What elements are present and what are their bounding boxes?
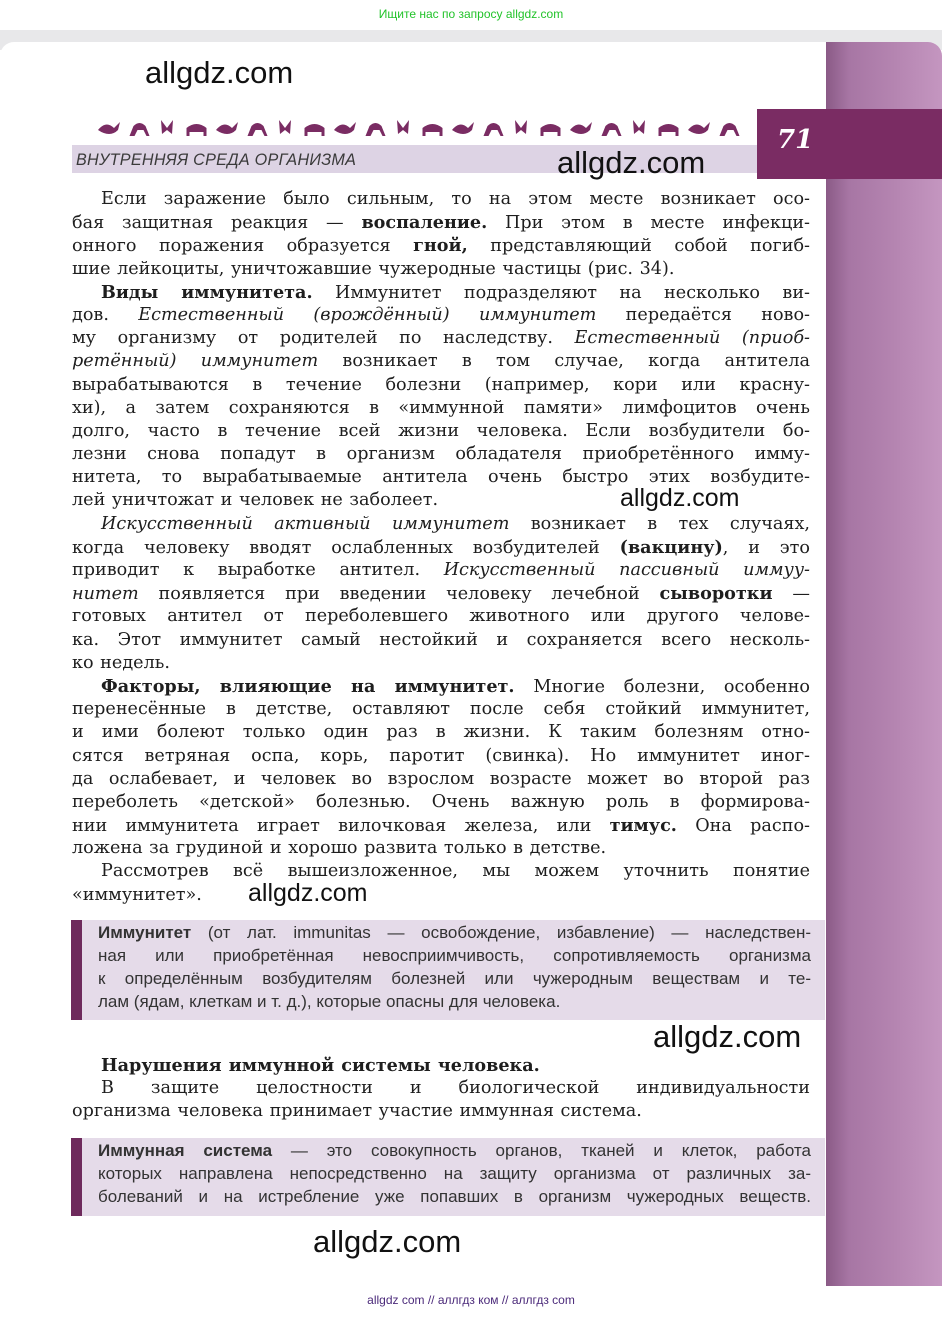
text-segment: организма человека принимает участие иммунная система.	[72, 1101, 642, 1122]
italic-term: нитет	[72, 584, 139, 605]
animal-icon	[720, 123, 740, 136]
watermark: allgdz.com	[653, 1019, 802, 1054]
animal-icon	[334, 122, 356, 134]
text-segment: которых направлена непосредственно на защиту организма от различных за-	[98, 1164, 811, 1183]
text-line	[72, 350, 810, 373]
definition-box-immune-system	[71, 1138, 825, 1216]
page-edge-strip	[826, 42, 942, 1286]
text-line	[72, 327, 810, 350]
text-segment: возникает в том случае, когда антитела	[318, 351, 810, 372]
italic-term: Естественный (врождённый) иммунитет	[138, 304, 597, 325]
textbook-page	[0, 42, 942, 1286]
italic-term: Естественный (приоб-	[574, 328, 810, 349]
animal-icon	[659, 124, 679, 136]
text-line	[72, 605, 810, 628]
text-segment: лам (ядам, клеткам и т. д.), которые опасны для человека.	[98, 992, 561, 1011]
text-segment: сятся ветряная оспа, корь, паротит (свинка). Но иммунитет иног-	[72, 745, 810, 766]
animal-icon	[515, 120, 527, 134]
text-line	[72, 791, 810, 814]
text-segment: переболеть «детской» болезнью. Очень важную роль в формирова-	[72, 791, 810, 812]
text-line	[72, 420, 810, 443]
body-text	[72, 188, 810, 907]
bold-term: Виды иммунитета.	[101, 281, 313, 303]
text-segment: Многие болезни, особенно	[514, 676, 811, 697]
text-line	[72, 884, 810, 907]
animal-icon	[130, 123, 150, 136]
bold-term: гной,	[413, 235, 468, 257]
animal-icon	[98, 122, 120, 134]
bold-term: тимус.	[609, 815, 677, 837]
watermark: allgdz.com	[620, 484, 740, 512]
text-line	[98, 1164, 811, 1187]
animal-icon	[688, 122, 710, 134]
animal-icon	[484, 123, 504, 136]
animal-silhouettes-icon	[92, 116, 742, 140]
italic-term: Искусственный пассивный иммуу-	[443, 560, 810, 580]
text-line	[72, 281, 810, 304]
animal-icon	[248, 123, 268, 136]
animal-icon	[161, 120, 173, 134]
text-segment: перенесённые в детстве, оставляют после себя стойкий иммунитет,	[72, 699, 810, 720]
animal-icon	[366, 123, 386, 136]
text-segment: ложена за грудиной и хорошо развита только в детстве.	[72, 838, 607, 859]
text-line	[72, 675, 810, 698]
text-line	[72, 698, 810, 721]
text-segment: (от лат. immunitas — освобождение, избавление) — наследствен-	[191, 923, 811, 942]
text-segment: нитета, то вырабатываемые антитела очень быстро этих возбудите-	[72, 467, 810, 488]
text-segment: долго, часто в течение всей жизни человека. Если возбудители бо-	[72, 420, 810, 441]
text-segment: шие лейкоциты, уничтожавшие чужеродные частицы (рис. 34).	[72, 258, 675, 279]
watermark: allgdz.com	[145, 55, 294, 90]
text-segment: передаётся ново-	[596, 304, 811, 325]
text-segment: В защите целостности и биологической индивидуальности	[101, 1078, 810, 1099]
text-line	[72, 374, 810, 397]
text-segment: лей уничтожат и человек не заболеет.	[72, 490, 439, 511]
text-segment: Если заражение было сильным, то на этом месте возникает осо-	[101, 189, 810, 209]
text-line	[72, 397, 810, 420]
animal-icon	[541, 124, 561, 136]
text-segment: когда человеку вводят ослабленных возбудителей	[72, 537, 620, 558]
section-title: ВНУТРЕННЯЯ СРЕДА ОРГАНИЗМА	[76, 150, 357, 169]
text-line	[72, 721, 810, 744]
animal-icon	[305, 124, 325, 136]
text-segment: ка. Этот иммунитет самый нестойкий и сохраняется всего несколь-	[72, 629, 810, 650]
section-heading: Нарушения иммунной системы человека.	[101, 1055, 540, 1076]
text-line	[72, 837, 810, 860]
text-line	[72, 582, 810, 605]
text-segment: приводит к выработке антител.	[72, 560, 444, 580]
page-number: 71	[777, 125, 814, 155]
text-line	[98, 946, 811, 969]
animal-icon	[279, 120, 291, 134]
bold-term: Иммунитет	[98, 923, 192, 942]
bold-term: воспаление.	[361, 212, 488, 234]
text-line	[72, 211, 810, 234]
text-segment: готовых антител от переболевшего животного или другого челове-	[72, 606, 810, 627]
text-segment: возникает в тех случаях,	[509, 513, 810, 534]
animal-icon	[452, 122, 474, 134]
text-segment: нии иммунитета играет вилочковая железа, или	[72, 816, 610, 837]
animal-icon	[397, 120, 409, 134]
italic-term: ретённый) иммунитет	[72, 351, 319, 372]
text-segment: хи), а затем сохраняются в «иммунной памяти» лимфоцитов очень	[72, 397, 810, 418]
italic-term: Искусственный активный иммунитет	[101, 513, 510, 534]
text-segment: , и это	[722, 537, 810, 558]
text-segment: Рассмотрев всё вышеизложенное, мы можем уточнить понятие	[101, 861, 810, 882]
text-line	[72, 536, 810, 559]
text-line	[72, 188, 810, 211]
text-line	[72, 814, 810, 837]
search-hint: Ищите нас по запросу allgdz.com	[378, 7, 564, 21]
watermark: allgdz.com	[557, 145, 706, 180]
text-segment: «иммунитет».	[72, 884, 202, 905]
bold-term: (вакцину)	[619, 536, 723, 558]
definition-box-immunity	[71, 920, 825, 1020]
text-segment: ко недель.	[72, 652, 170, 673]
text-line	[98, 1187, 811, 1210]
footer-links: allgdz com // аллгдз ком // аллгдз com	[367, 1293, 575, 1307]
watermark: allgdz.com	[248, 879, 368, 907]
text-line	[72, 1100, 810, 1123]
section-immune-disorders	[72, 1054, 810, 1124]
text-segment: представляющий собой погиб-	[467, 236, 810, 257]
text-line	[72, 629, 810, 652]
text-segment: лезни снова попадут в организм обладателя приобретённого имму-	[72, 444, 810, 465]
text-segment: бая защитная реакция —	[72, 213, 362, 234]
animal-icon	[633, 120, 645, 134]
animal-icon	[570, 122, 592, 134]
text-line	[98, 923, 811, 946]
text-line	[72, 513, 810, 536]
text-segment: к определённым возбудителям болезней или чужеродным веществам и те-	[98, 969, 811, 988]
text-line	[98, 1141, 811, 1164]
text-segment: Иммунитет подразделяют на несколько ви-	[312, 282, 810, 303]
text-segment: да ослабевает, и человек во взрослом возрасте может во второй раз	[72, 768, 810, 789]
text-segment: Она распо-	[676, 816, 810, 837]
text-segment: —	[772, 584, 810, 605]
text-line	[72, 258, 810, 281]
text-line	[72, 860, 810, 883]
text-segment: онного поражения образуется	[72, 236, 414, 257]
text-segment: и ими болеют только один раз в жизни. К таким болезням отно-	[72, 722, 810, 743]
text-segment: болеваний и на истребление уже попавших в организм чужеродных веществ.	[98, 1187, 811, 1206]
text-line	[72, 559, 810, 582]
text-segment: появляется при введении человеку лечебной	[138, 584, 660, 605]
text-segment: вырабатываются в течение болезни (например, кори или красну-	[72, 374, 810, 395]
watermark: allgdz.com	[313, 1224, 462, 1259]
text-segment: му организму от родителей по наследству.	[72, 328, 575, 349]
text-segment: ная или приобретённая невосприимчивость, сопротивляемость организма	[98, 946, 811, 965]
text-segment: При этом в месте инфекци-	[487, 213, 810, 234]
page-number-badge	[757, 109, 942, 179]
text-line	[72, 745, 810, 768]
animal-icon	[216, 122, 238, 134]
bold-term: Иммунная система	[98, 1141, 273, 1160]
text-line	[72, 443, 810, 466]
text-segment: дов.	[72, 304, 139, 325]
animal-icon	[423, 124, 443, 136]
bold-term: сыворотки	[659, 583, 773, 605]
animal-icon	[602, 123, 622, 136]
text-line	[98, 992, 811, 1015]
text-segment: — это совокупность органов, тканей и клеток, работа	[272, 1141, 811, 1160]
text-line	[72, 304, 810, 327]
text-line	[98, 969, 811, 992]
text-line	[72, 234, 810, 257]
text-line	[72, 1077, 810, 1100]
text-line	[72, 768, 810, 791]
animal-icon	[187, 124, 207, 136]
text-line	[72, 652, 810, 675]
bold-term: Факторы, влияющие на иммунитет.	[101, 675, 515, 697]
